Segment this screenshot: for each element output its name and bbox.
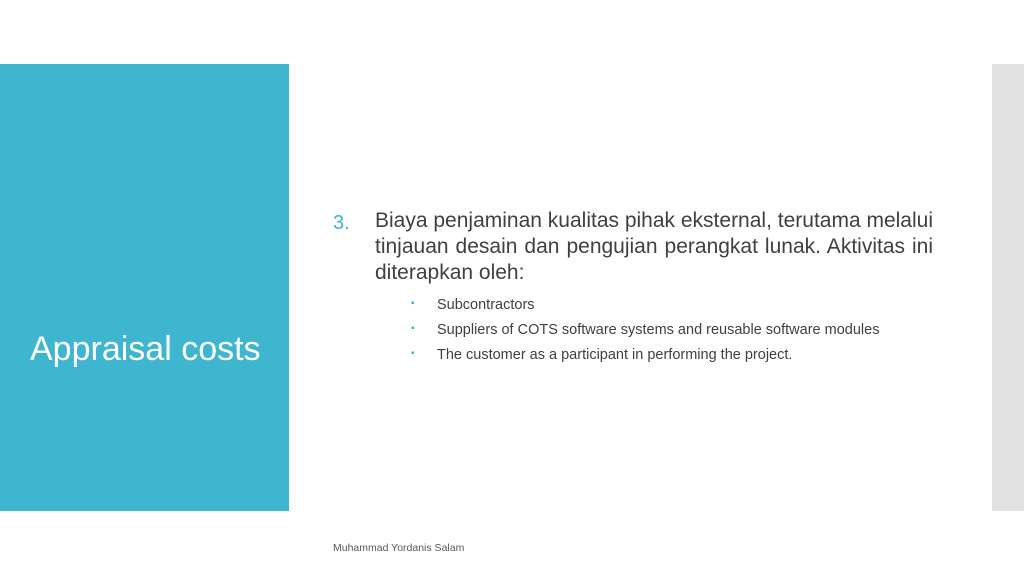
bullet-text: Subcontractors [437, 297, 535, 313]
item-text: Biaya penjaminan kualitas pihak eksternal, terutama melalui tinjauan desain dan pengujian perangkat lunak. Aktivitas ini diterapkan oleh: [375, 209, 933, 284]
bullet-text: Suppliers of COTS software systems and reusable software modules [437, 322, 880, 338]
list-item [411, 343, 933, 368]
title-panel [0, 64, 289, 511]
bullet-text: The customer as a participant in performing the project. [437, 347, 793, 363]
bullet-icon: ▪ [411, 298, 415, 309]
bullet-icon: ▪ [411, 348, 415, 359]
right-side-bar [992, 64, 1024, 511]
numbered-item [333, 208, 933, 368]
slide-title: Appraisal costs [30, 330, 261, 368]
bullet-list [375, 293, 933, 368]
item-number: 3. [333, 212, 350, 234]
slide-content [333, 208, 933, 368]
bullet-icon: ▪ [411, 323, 415, 334]
footer-author: Muhammad Yordanis Salam [333, 542, 465, 554]
list-item [411, 293, 933, 318]
list-item [411, 318, 933, 343]
